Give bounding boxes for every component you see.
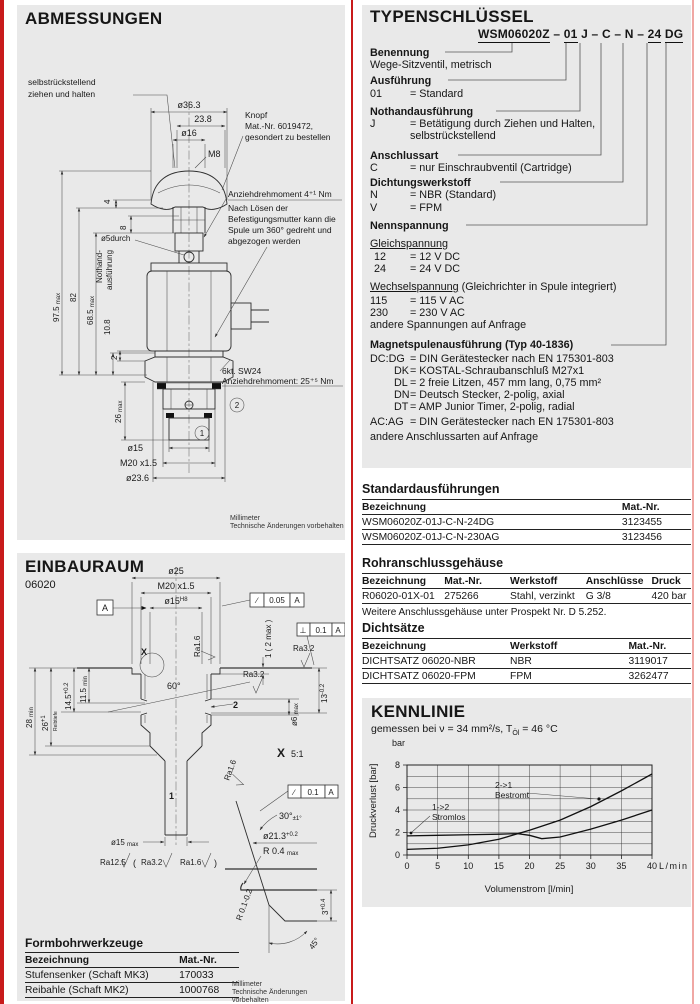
- table-row: WSM06020Z-01J-C-N-230AG 3123456: [362, 530, 691, 545]
- svg-text:15: 15: [493, 861, 504, 871]
- svg-text:Bestromt: Bestromt: [495, 790, 530, 800]
- table-row: DICHTSATZ 06020-FPM FPM 3262477: [362, 669, 691, 684]
- svg-text:gesondert zu bestellen: gesondert zu bestellen: [245, 132, 331, 142]
- table-row: DICHTSATZ 06020-NBR NBR 3119017: [362, 654, 691, 669]
- detail-x-title: X: [277, 746, 286, 760]
- abmessungen-drawing: [17, 5, 345, 540]
- fcf-flatness: [250, 593, 304, 607]
- chart-axis-labels: [368, 738, 689, 895]
- ra-summary: Ra12.5: [100, 858, 126, 867]
- svg-text:8: 8: [394, 760, 400, 770]
- right-edge-line: [692, 0, 694, 1004]
- table-row: R06020-01X-01 275266 Stahl, verzinkt G 3/8 420 bar: [362, 589, 691, 604]
- rohr-header: Bezeichnung Mat.-Nr. Werkstoff Anschlüsse Druck: [362, 574, 691, 589]
- svg-text:20: 20: [524, 861, 535, 871]
- svg-text:∕: ∕: [293, 788, 295, 797]
- dim-60deg: 60°: [167, 681, 181, 691]
- tools-header: Bezeichnung Mat.-Nr.: [25, 953, 239, 968]
- svg-text:abgezogen werden: abgezogen werden: [228, 236, 301, 246]
- dichtsaetze-block: [362, 621, 691, 684]
- svg-text:Spule um 360° gedreht und: Spule um 360° gedreht und: [228, 225, 332, 235]
- ra16-bore: Ra1.6: [193, 635, 202, 657]
- y-unit: bar: [392, 738, 406, 748]
- dim-145: $14.5^{+0.2}$: [64, 682, 73, 710]
- rohr-title: Rohranschlussgehäuse: [362, 556, 504, 570]
- kennlinie-subtitle: gemessen bei ν = 34 mm²/s, $T_{Öl} = 46$ °C: [371, 723, 558, 738]
- detail-x-scale: 5:1: [291, 749, 304, 759]
- svg-text:0: 0: [404, 861, 410, 871]
- std-header: Bezeichnung Mat.-Nr.: [362, 500, 691, 515]
- detail-x-mark: X: [141, 647, 148, 657]
- dim-26-note: Reibtiefe: [53, 711, 59, 731]
- svg-text:10: 10: [463, 861, 474, 871]
- svg-text:35: 35: [616, 861, 627, 871]
- formbohrwerkzeuge-table: [25, 936, 239, 998]
- svg-text:Mat.-Nr. 6019472,: Mat.-Nr. 6019472,: [245, 121, 314, 131]
- kennlinie-title: KENNLINIE: [371, 702, 466, 721]
- std-table: [362, 499, 691, 545]
- svg-text:2: 2: [394, 827, 400, 838]
- dim-8: 8: [119, 225, 128, 230]
- fcf-perpendicularity: [297, 623, 345, 636]
- detail-d213: $ø21.3^{+0.2}$: [263, 831, 298, 841]
- svg-text:Stromlos: Stromlos: [432, 812, 466, 822]
- svg-text:A: A: [294, 596, 300, 605]
- svg-text:1->2: 1->2: [432, 802, 450, 812]
- svg-text:Befestigungsmutter kann die: Befestigungsmutter kann die: [228, 214, 336, 224]
- table-row: Stufensenker (Schaft MK3) 170033: [25, 968, 239, 983]
- dim-counterbore-depth: 1 ( 2 max ): [264, 619, 273, 658]
- dim-d236: ø23.6: [125, 473, 149, 483]
- svg-text:0.1: 0.1: [315, 626, 327, 635]
- nothand-label: Nothand-: [95, 250, 104, 283]
- dim-685: 68.5 max: [86, 295, 96, 325]
- svg-text:ausführung: ausführung: [105, 249, 114, 290]
- ra32-top: Ra3.2: [293, 644, 315, 653]
- dicht-header: Bezeichnung Werkstoff Mat.-Nr.: [362, 639, 691, 654]
- dim-28: 28 min: [25, 707, 35, 728]
- benennung-value: Wege-Sitzventil, metrisch: [370, 59, 492, 71]
- torque-note: Anziehdrehmoment 4⁺¹ Nm: [228, 189, 332, 199]
- svg-text:∕: ∕: [256, 596, 258, 605]
- table-row: Reibahle (Schaft MK2) 1000768: [25, 983, 239, 998]
- detail-45deg: 45°: [307, 936, 322, 952]
- svg-text:): ): [214, 858, 217, 868]
- dim-m20: M20 x1.5: [119, 458, 157, 468]
- dim-m8: M8: [208, 149, 221, 159]
- dim-238: 23.8: [194, 114, 212, 124]
- svg-text:A: A: [101, 603, 109, 613]
- cavity-dimensions: [29, 578, 327, 846]
- dim-d363: ø36.3: [177, 100, 201, 110]
- abm-footer: Millimeter Technische Änderungen vorbehalten: [230, 515, 344, 530]
- svg-text:5: 5: [435, 861, 441, 871]
- dicht-table: [362, 638, 691, 684]
- dichtungswerkstoff-heading: Dichtungswerkstoff: [370, 177, 471, 189]
- svg-text:6: 6: [394, 782, 400, 793]
- einb-footer: Millimeter Technische Änderungen vorbehalten: [232, 981, 308, 1004]
- port-1-balloon: 1: [199, 429, 205, 438]
- self-reset-note: selbstrückstellend: [28, 77, 96, 87]
- dim-d15h8: $ø15^{H8}$: [164, 596, 188, 606]
- detail-r0102: R 0.1-0.2: [234, 887, 255, 922]
- einbauraum-code: 06020: [25, 579, 56, 591]
- svg-text:ziehen und halten: ziehen und halten: [28, 89, 96, 99]
- svg-text:30: 30: [585, 861, 596, 871]
- dim-26: 26 max: [114, 400, 124, 423]
- svg-text:0.1: 0.1: [307, 788, 319, 797]
- connection-note: andere Anschlussarten auf Anfrage: [370, 431, 539, 443]
- dim-d15: ø15: [127, 443, 143, 453]
- svg-text:Ra3.2: Ra3.2: [141, 858, 163, 867]
- detail-30deg: 30°±1°: [279, 811, 302, 822]
- nothand-heading: Nothandausführung: [370, 106, 474, 118]
- hex-note: 6kt. SW24: [222, 366, 262, 376]
- tools-title: Formbohrwerkzeuge: [25, 936, 144, 950]
- cavity-labels: [25, 566, 345, 868]
- rohr-table: [362, 573, 691, 604]
- datum-a: [97, 600, 113, 615]
- svg-text:40: 40: [646, 861, 658, 871]
- typenschluessel-panel: TYPENSCHLÜSSEL WSM06020Z – 01 J – C – N – 24 DG Benennung Wege-Sitzventil, metrisch Ausführung 01 = Standard Nothandausführung J = Betätigung durch Ziehen und Halten, selbstrückstellend Anschlussart C = nur Einschraubventil (Cartridge) Dichtungswerkstoff N = NBR (Standard) V = FPM Nennspannung Gleichspannung 12 = 12 V DC 24 = 24 V DC Wechselspannung (Gleichrichter in Spule integriert) 115 = 115 V AC 230 = 230 V AC andere Spannungen auf Anfrage Magnetspulenausführung (Typ 40-1836) DC:DG = DIN Gerätestecker nach EN 175301-803 DK= KOSTAL-Schraubanschluß M27x1 DL = 2 freie Litzen, 457 mm lang, 0,75 mm² DN= Deutsch Stecker, 2-polig, axial DT = AMP Junior Timer, 2-polig, radial AC:AG = DIN Gerätestecker nach EN 175301-803 andere Anschlussarten auf Anfrage: [362, 5, 691, 468]
- svg-text:A: A: [335, 626, 341, 635]
- fcf-detail: [288, 785, 338, 798]
- dim-82: 82: [69, 293, 78, 302]
- svg-text:(: (: [133, 858, 136, 868]
- rohranschluss-block: [362, 556, 691, 618]
- typ-title: TYPENSCHLÜSSEL: [370, 7, 534, 26]
- svg-text:0: 0: [394, 850, 400, 860]
- svg-text:0.05: 0.05: [269, 596, 285, 605]
- x-unit: L/min: [659, 861, 689, 871]
- dim-m20: M20 x1.5: [157, 581, 195, 591]
- detail-3: $3^{+0.4}$: [321, 898, 330, 915]
- standardausfuehrungen-block: [362, 482, 691, 545]
- ausfuehrung-heading: Ausführung: [370, 75, 432, 87]
- benennung-heading: Benennung: [370, 47, 430, 59]
- dim-13: $13^{-0.2}$: [320, 683, 329, 703]
- dim-26: $26^{+1}$: [41, 715, 50, 731]
- svg-text:A: A: [328, 788, 334, 797]
- x-axis-label: Volumenstrom [l/min]: [484, 884, 574, 895]
- detail-x-drawing: [222, 758, 338, 953]
- dim-d5: ø5durch: [101, 234, 131, 243]
- dim-4: 4: [103, 199, 112, 204]
- std-title: Standardausführungen: [362, 482, 500, 496]
- einbauraum-title: EINBAURAUM: [25, 557, 145, 576]
- einbauraum-panel: [17, 553, 345, 1004]
- column-divider-line: [351, 0, 353, 1004]
- dim-d25: ø25: [168, 566, 184, 576]
- dicht-title: Dichtsätze: [362, 621, 425, 635]
- table-row: WSM06020Z-01J-C-N-24DG 3123455: [362, 515, 691, 530]
- coil-note: Nach Lösen der: [228, 203, 289, 213]
- port-2-balloon: 2: [234, 401, 240, 410]
- y-axis-label: Druckverlust [bar]: [368, 763, 379, 838]
- voltage-note: andere Spannungen auf Anfrage: [370, 319, 527, 331]
- dimension-lines: [59, 95, 343, 482]
- dim-975: 97.5 max: [52, 292, 62, 322]
- abmessungen-title: ABMESSUNGEN: [25, 9, 163, 28]
- svg-text:2->1: 2->1: [495, 780, 513, 790]
- detail-ra16: Ra1.6: [222, 758, 239, 782]
- chart-annotations: [410, 780, 601, 834]
- svg-text:Ra1.6: Ra1.6: [180, 858, 202, 867]
- kennlinie-chart: [362, 698, 691, 907]
- wechselspannung-label: Wechselspannung: [370, 281, 459, 293]
- einbauraum-drawing: [17, 553, 345, 1001]
- dim-2: 2: [110, 355, 119, 360]
- svg-text:25: 25: [555, 861, 566, 871]
- ra32-mid: Ra3.2: [243, 670, 265, 679]
- gleichspannung-label: Gleichspannung: [370, 238, 449, 250]
- detail-r04: R 0.4 max: [263, 846, 299, 857]
- magnetspule-heading: Magnetspulenausführung (Typ 40-1836): [370, 339, 574, 351]
- dim-d16: ø16: [181, 128, 197, 138]
- dim-d6: ø6 max: [290, 703, 300, 726]
- port-1-label: 1: [169, 791, 175, 801]
- nennspannung-heading: Nennspannung: [370, 220, 449, 232]
- kennlinie-panel: [362, 698, 691, 907]
- type-code: WSM06020Z – 01 J – C – N – 24 DG: [478, 27, 684, 41]
- drawing-labels: [28, 77, 336, 483]
- svg-text:4: 4: [394, 805, 400, 815]
- abmessungen-panel: [17, 5, 345, 540]
- valve-outline: [145, 101, 269, 473]
- dim-115: 11.5 min: [79, 676, 89, 703]
- port-2-label: 2: [233, 700, 239, 710]
- rohr-note: Weitere Anschlussgehäuse unter Prospekt Nr. D 5.252.: [362, 607, 607, 618]
- anschlussart-heading: Anschlussart: [370, 150, 439, 162]
- svg-text:Anziehdrehmoment: 25⁺⁵ Nm: Anziehdrehmoment: 25⁺⁵ Nm: [222, 376, 334, 386]
- dim-108: 10.8: [103, 319, 112, 335]
- dim-d15max: ø15 max: [111, 838, 139, 848]
- left-red-bar: [0, 0, 4, 1004]
- svg-text:⊥: ⊥: [299, 626, 307, 635]
- knob-note: Knopf: [245, 110, 268, 120]
